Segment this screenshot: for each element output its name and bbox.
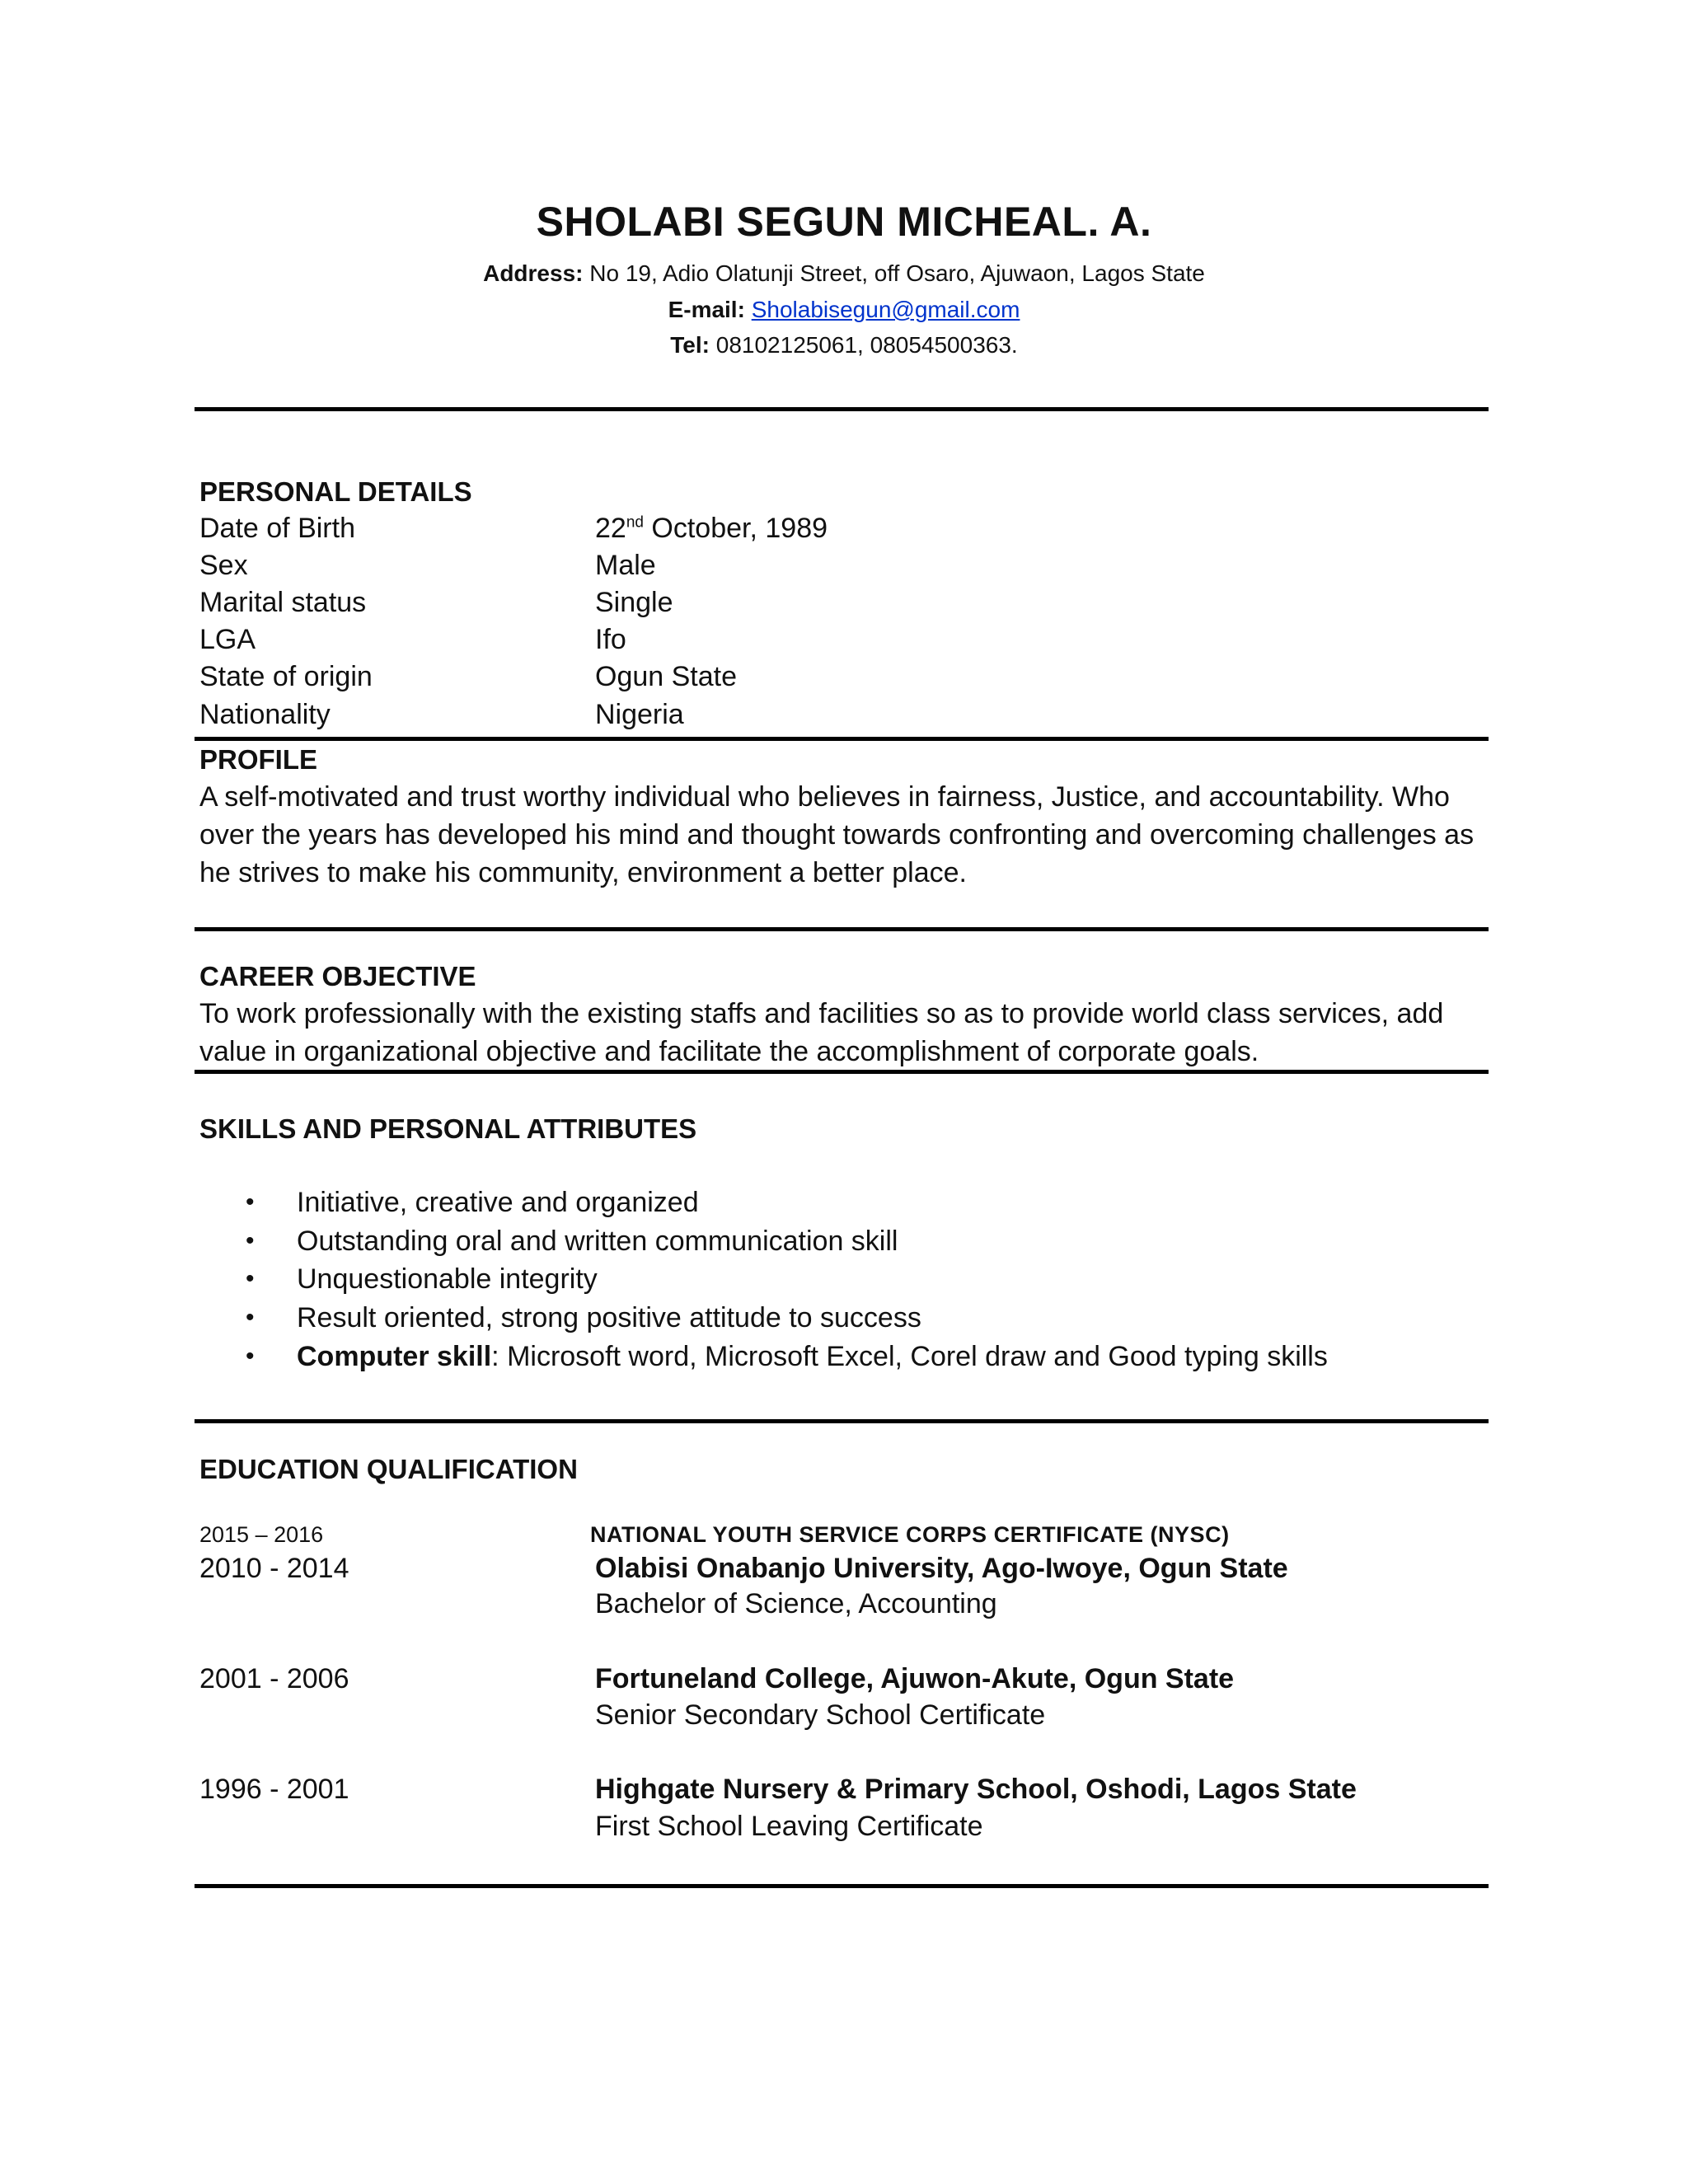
bullet-icon: • [246,1265,255,1292]
education-institution: Highgate Nursery & Primary School, Oshodi, Lagos State [595,1774,1357,1805]
skill-item: Outstanding oral and written communication skill [297,1226,898,1257]
state-of-origin-value: Ogun State [595,661,738,692]
bullet-icon: • [246,1188,255,1216]
divider [195,737,1489,741]
dob-label: Date of Birth [199,513,355,544]
divider [195,1419,1489,1423]
divider [195,1070,1489,1074]
nationality-value: Nigeria [595,699,684,730]
divider [195,1884,1489,1888]
education-institution: Olabisi Onabanjo University, Ago-Iwoye, Ogun State [595,1553,1288,1584]
email-line [0,297,1688,323]
lga-label: LGA [199,624,256,655]
email-label: E-mail: [668,297,745,322]
education-institution: Fortuneland College, Ajuwon-Akute, Ogun State [595,1663,1235,1694]
education-institution: NATIONAL YOUTH SERVICE CORPS CERTIFICATE (NYSC) [590,1522,1230,1547]
lga-value: Ifo [595,624,626,655]
tel-label: Tel: [670,332,710,358]
applicant-name: SHOLABI SEGUN MICHEAL. A. [536,199,1152,245]
education-certificate: Bachelor of Science, Accounting [595,1588,997,1619]
bullet-icon: • [246,1227,255,1254]
marital-status-value: Single [595,587,673,618]
personal-details-title: PERSONAL DETAILS [199,476,472,507]
education-years: 2010 - 2014 [199,1553,349,1584]
state-of-origin-label: State of origin [199,661,373,692]
tel-value: 08102125061, 08054500363. [715,332,1018,358]
career-objective-title: CAREER OBJECTIVE [199,961,476,991]
skill-item: Result oriented, strong positive attitude to success [297,1302,921,1333]
education-years: 1996 - 2001 [199,1774,349,1805]
sex-value: Male [595,550,656,581]
dob-value: 22nd October, 1989 [595,513,828,544]
address-line [0,260,1688,287]
education-years: 2001 - 2006 [199,1663,349,1694]
sex-label: Sex [199,550,248,581]
skill-item: Unquestionable integrity [297,1263,598,1295]
education-title: EDUCATION QUALIFICATION [199,1454,578,1484]
address-label: Address: [483,260,584,286]
computer-skill-value: : Microsoft word, Microsoft Excel, Corel draw and Good typing skills [491,1341,1328,1372]
skills-title: SKILLS AND PERSONAL ATTRIBUTES [199,1113,697,1144]
email-link[interactable]: Sholabisegun@gmail.com [751,297,1020,322]
education-certificate: First School Leaving Certificate [595,1811,983,1842]
divider [195,407,1489,411]
education-years: 2015 – 2016 [199,1522,324,1547]
computer-skill-label: Computer skill [297,1341,492,1372]
profile-title: PROFILE [199,744,318,775]
tel-line [0,332,1688,359]
bullet-icon: • [246,1304,255,1331]
computer-skill-item [297,1341,1328,1373]
skill-item: Initiative, creative and organized [297,1187,699,1218]
nationality-label: Nationality [199,699,331,730]
education-certificate: Senior Secondary School Certificate [595,1699,1046,1731]
marital-status-label: Marital status [199,587,367,618]
bullet-icon: • [246,1343,255,1370]
address-value: No 19, Adio Olatunji Street, off Osaro, Ajuwaon, Lagos State [589,260,1205,286]
divider [195,927,1489,931]
profile-text: A self-motivated and trust worthy individual who believes in fairness, Justice, and accountability. Who over the years has developed his mind and thought towards confronting and overcoming challenges as he strives to make his community, environment a better place. [199,781,1475,888]
career-objective-text: To work professionally with the existing staffs and facilities so as to provide world class services, add value in organizational objective and facilitate the accomplishment of corporate goals. [199,998,1444,1067]
